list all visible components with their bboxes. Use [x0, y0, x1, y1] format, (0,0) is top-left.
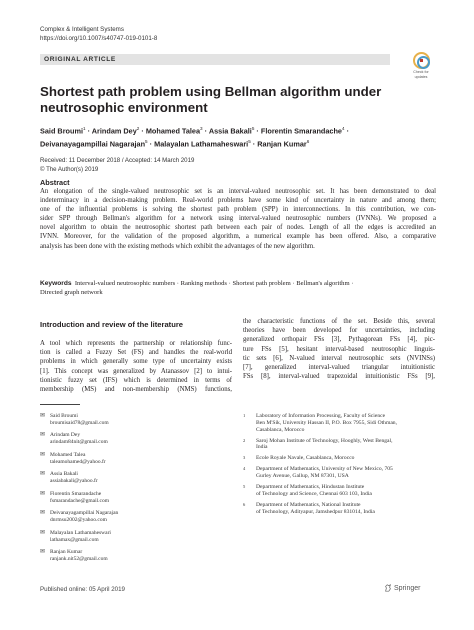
affiliation-text [256, 455, 354, 462]
contact-text [50, 549, 108, 562]
affiliation-number: 5 [243, 484, 246, 490]
affiliation-number: 2 [243, 437, 246, 443]
contact-entry [40, 510, 200, 523]
section-heading: Introduction and review of the literature [40, 320, 184, 329]
body-line: theories have been developed for uncertainties, including [243, 327, 435, 335]
contact-entry [40, 549, 200, 562]
envelope-icon: ✉ [40, 529, 46, 536]
envelope-icon: ✉ [40, 510, 46, 517]
body-line: problems in which generally some type of uncertainty exists [40, 358, 232, 366]
abstract-line: novel algorithm to obtain the neutrosophic shortest path between each pair of nodes. Length of all the edges is accredited an [40, 224, 436, 232]
contact-name: Deivanayagampillai Nagarajan [50, 510, 119, 517]
footnote-rule [40, 404, 80, 405]
body-line: the characteristic functions of the set. Beside this, several [243, 318, 435, 325]
crossmark-badge[interactable] [409, 52, 433, 79]
affiliation-number: 6 [243, 501, 246, 507]
crossmark-icon [413, 52, 430, 69]
contact-text [50, 413, 109, 426]
affiliation-number: 1 [243, 413, 246, 418]
body-line: tic sets [6], N-valued interval neutrosophic sets (NVINSs) [243, 354, 435, 362]
affiliation-line: Laboratory of Information Processing, Faculty of Science [256, 413, 386, 419]
published-date: Published online: 05 April 2019 [40, 586, 125, 593]
body-line: [7], generalized interval-valued triangular intuitionistic [243, 364, 435, 372]
keywords-text-1: Interval-valued neutrosophic numbers · Ranking methods · Shortest path problem · Bellman's algorithm · [74, 280, 354, 287]
body-line: A tool which represents the partnership or relationship func- [40, 340, 232, 347]
affiliation-line: India [256, 444, 268, 451]
contact-text [50, 452, 106, 465]
author-affiliation-mark: 4 [342, 126, 345, 131]
body-line: ture FSs [5], hesitant interval-based neutrosophic linguis- [243, 345, 435, 353]
contact-text [50, 530, 111, 543]
author-name: Deivanayagampillai Nagarajan [40, 139, 146, 149]
envelope-icon: ✉ [40, 451, 46, 458]
affiliation-entry [243, 502, 443, 516]
abstract-line: An elongation of the single-valued neutrosophic set is an interval-valued neutrosophic set. It has been demonstrated to deal [40, 188, 436, 195]
contact-email[interactable]: assiabakali@yahoo.fr [50, 478, 98, 485]
affiliation-line: of Technology, Adityapur, Jamshedpur 831014, India [256, 508, 375, 515]
affiliation-line: Saroj Mohan Institute of Technology, Hooghly, West Bengal, [256, 437, 393, 444]
journal-name: Complex & Intelligent Systems [40, 26, 124, 33]
paper-title: Shortest path problem using Bellman algorithm under neutrosophic environment [40, 84, 382, 115]
affiliation-text [256, 466, 393, 480]
envelope-icon: ✉ [40, 471, 46, 478]
author-name: Said Broumi [40, 126, 83, 136]
keywords-line-1 [40, 280, 436, 289]
abstract-line: analysis has been done with the existing methods which exhibit the advantages of the new algorithm. [40, 242, 315, 250]
body-column-right [243, 317, 435, 381]
affiliation-text [256, 502, 375, 516]
contact-email[interactable]: taleamohamed@yahoo.fr [50, 458, 106, 465]
contact-email[interactable]: broumisaid78@gmail.com [50, 419, 109, 426]
affiliation-line: Ecole Royale Navale, Casablanca, Morocco [256, 455, 355, 462]
affiliation-line: of Technology and Science, Chennai 603 103, India [256, 490, 372, 497]
contact-text [50, 491, 109, 504]
abstract-line: indeterminacy in a decision-making problem. Real-world problems have some kind of uncertainty in nature and among them; [40, 197, 436, 205]
contact-name: Florentin Smarandache [50, 490, 102, 497]
author-name: Malayalan Lathamaheswari [154, 139, 249, 149]
affiliation-entry [243, 438, 443, 452]
body-line: generalized orthopair FSs [3], Pythagorean FSs [4], pic- [243, 336, 435, 344]
springer-horse-icon [384, 584, 392, 592]
contact-entry [40, 471, 200, 484]
author-line-1: Said Broumi$^1$ · Arindam Dey$^2$ · Mohamed Talea$^3$ · Assia Bakali$^5$ · Florentin Smarandache$^4$ · [40, 126, 350, 136]
crossmark-label-2: updates [414, 75, 428, 80]
affiliation-entry [243, 484, 443, 498]
contact-name: Mohamed Talea [50, 451, 86, 458]
contact-list [40, 413, 200, 569]
doi-link[interactable]: https://doi.org/10.1007/s40747-019-0101-8 [40, 34, 158, 42]
copyright: © The Author(s) 2019 [40, 165, 99, 173]
author-affiliation-mark: 3 [200, 126, 203, 131]
body-line: tionistic fuzzy set (IFS) which is determined in terms of [40, 376, 232, 384]
author-name: Ranjan Kumar [257, 139, 307, 149]
author-list [40, 124, 440, 150]
affiliation-list [243, 413, 443, 520]
envelope-icon: ✉ [40, 413, 46, 419]
article-dates [40, 157, 194, 174]
publisher-name: Springer [394, 584, 421, 592]
author-affiliation-mark: 5 [251, 126, 255, 131]
contact-email[interactable]: fsmarandache@gmail.com [50, 497, 109, 504]
contact-name: Said Broumi [50, 413, 78, 419]
contact-entry [40, 452, 200, 465]
contact-email[interactable]: arindam84nit@gmail.com [50, 439, 108, 446]
affiliation-text [256, 438, 393, 452]
author-affiliation-mark: 6 [306, 138, 310, 144]
affiliation-line: Department of Mathematics, University of New Mexico, 705 [256, 466, 393, 473]
affiliation-line: Department of Mathematics, National Institute [256, 501, 361, 508]
affiliation-entry [243, 466, 443, 480]
contact-name: Assia Bakali [50, 471, 78, 478]
contact-email[interactable]: dnrmsu2002@yahoo.com [50, 517, 107, 524]
contact-entry [40, 432, 200, 445]
affiliation-line: Ben M'Sik, University Hassan II, P.O. Box 7955, Sidi Othman, [256, 419, 398, 426]
contact-email[interactable]: lathamax@gmail.com [50, 536, 99, 543]
contact-text [50, 510, 118, 523]
author-affiliation-mark: 2 [136, 126, 140, 131]
contact-entry [40, 491, 200, 504]
contact-name: Malayalan Lathamaheswari [50, 529, 111, 536]
abstract-body [40, 187, 436, 251]
author-name: Assia Bakali [208, 126, 252, 136]
affiliation-entry [243, 455, 443, 462]
contact-text [50, 432, 108, 445]
affiliation-number: 3 [243, 455, 246, 461]
body-line: FSs [8], interval-valued trapezoidal intuitionistic FSs [9], [243, 373, 435, 381]
contact-entry [40, 413, 200, 426]
author-name: Arindam Dey [91, 126, 137, 136]
affiliation-text [256, 484, 372, 498]
keywords-text-2: Directed graph network [40, 288, 103, 296]
envelope-icon: ✉ [40, 549, 46, 556]
article-type-label: ORIGINAL ARTICLE [44, 55, 116, 63]
keywords-label: Keywords [40, 280, 72, 287]
body-line: [1]. This concept was generalized by Atanassov [2] to intui- [40, 367, 232, 375]
envelope-icon: ✉ [40, 432, 46, 439]
abstract-line: IVNN. Moreover, for the validation of the proposed algorithm, a numerical example has been offered. Also, a comparative [40, 233, 436, 241]
body-line: tion is called a Fuzzy Set (FS) and handles the real-world [40, 349, 232, 357]
author-name: Florentin Smarandache [260, 126, 342, 136]
affiliation-line: Department of Mathematics, Hindustan Institute [256, 484, 365, 491]
contact-text [50, 471, 98, 484]
publisher-logo[interactable] [384, 584, 420, 592]
affiliation-line: Casablanca, Morocco [256, 426, 305, 433]
contact-entry [40, 530, 200, 543]
abstract-line: one of the influential problems is solving the shortest path problem (SPP) in interconnections. In this contribution, we con- [40, 206, 436, 214]
received-accepted: Received: 11 December 2018 / Accepted: 14 March 2019 [40, 157, 195, 164]
affiliation-text [256, 413, 397, 433]
envelope-icon: ✉ [40, 490, 46, 497]
article-type-bar [40, 54, 390, 65]
abstract-heading: Abstract [40, 178, 70, 187]
author-affiliation-mark: 5 [248, 138, 251, 144]
affiliation-entry [243, 413, 443, 433]
author-affiliation-mark: 5 [145, 138, 148, 144]
author-affiliation-mark: 1 [82, 126, 86, 131]
contact-name: Ranjan Kumar [50, 549, 83, 556]
author-name: Mohamed Talea [145, 126, 201, 136]
abstract-line: sider SPP through Bellman's algorithm for a network using interval-valued neutrosophic numbers (IVNNs). We proposed a [40, 215, 436, 223]
body-line: membership (MS) and non-membership (NMS) functions, [40, 386, 232, 394]
author-line-2: Deivanayagampillai Nagarajan$^5$ · Malayalan Lathamaheswari$^5$ · Ranjan Kumar$^6$ [40, 138, 310, 149]
affiliation-number: 4 [243, 466, 246, 472]
journal-header [40, 26, 157, 43]
crossmark-label-1: Check for [413, 70, 429, 74]
keywords [40, 280, 436, 298]
affiliation-line: Gurley Avenue, Gallup, NM 87301, USA [256, 473, 349, 480]
contact-name: Arindam Dey [50, 432, 81, 439]
body-column-left [40, 339, 232, 394]
contact-email[interactable]: ranjank.nit52@gmail.com [50, 555, 108, 562]
